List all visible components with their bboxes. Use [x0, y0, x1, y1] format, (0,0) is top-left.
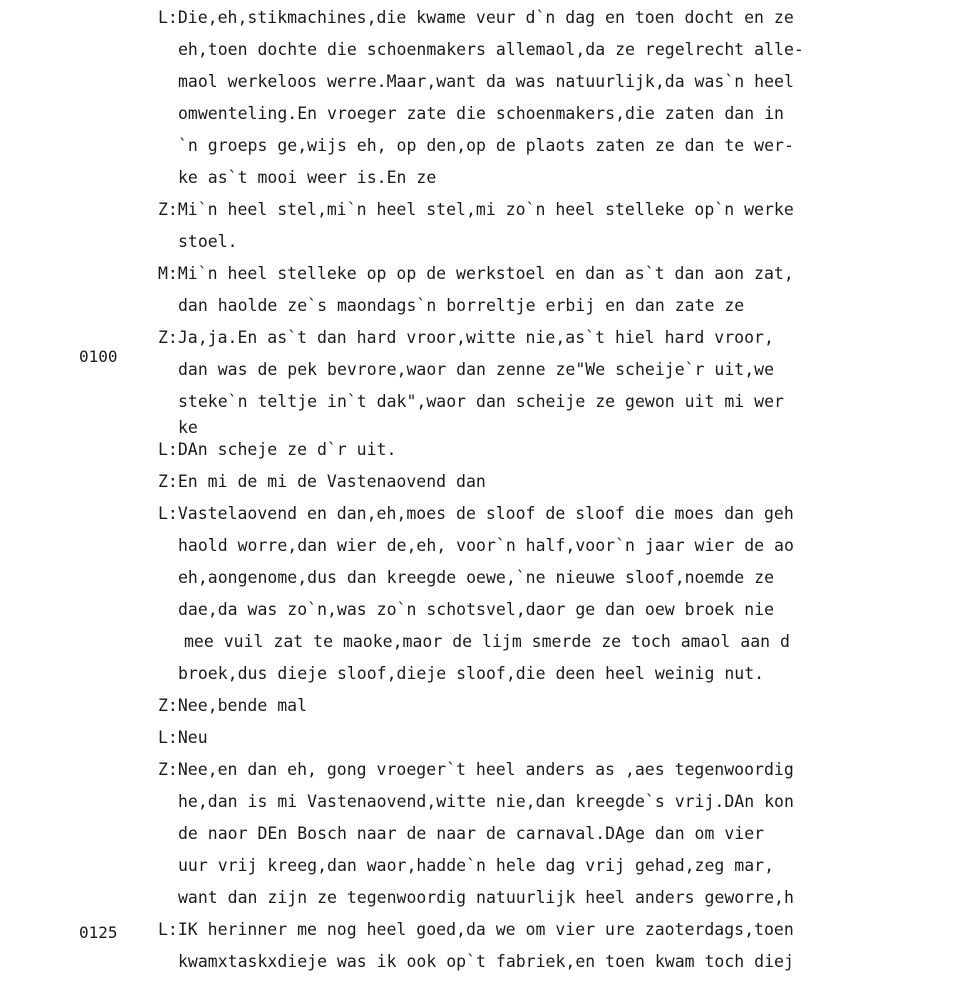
margin-number-0100: 0100 — [79, 347, 118, 366]
transcript-line: maol werkeloos werre.Maar,want da was natuurlijk,da was`n heel — [178, 72, 794, 91]
transcript-line: Z:Ja,ja.En as`t dan hard vroor,witte nie,as`t hiel hard vroor, — [158, 328, 774, 347]
transcript-line: he,dan is mi Vastenaovend,witte nie,dan kreegde`s vrij.DAn kon — [178, 792, 794, 811]
transcript-line: stoel. — [178, 232, 238, 251]
transcript-line: L:Die,eh,stikmachines,die kwame veur d`n dag en toen docht en ze — [158, 8, 794, 27]
transcript-line: dan haolde ze`s maondags`n borreltje erbij en dan zate ze — [178, 296, 745, 315]
transcript-line: steke`n teltje in`t dak",waor dan scheije ze gewon uit mi wer — [178, 392, 784, 411]
transcript-line: M:Mi`n heel stelleke op op de werkstoel en dan as`t dan aon zat, — [158, 264, 794, 283]
transcript-line: dae,da was zo`n,was zo`n schotsvel,daor ge dan oew broek nie — [178, 600, 775, 619]
transcript-line: mee vuil zat te maoke,maor de lijm smerde ze toch amaol aan d — [184, 632, 790, 651]
transcript-line: de naor DEn Bosch naar de naar de carnaval.DAge dan om vier — [178, 824, 765, 843]
transcript-line: ke — [178, 418, 198, 437]
transcript-line: dan was de pek bevrore,waor dan zenne ze"We scheije`r uit,we — [178, 360, 775, 379]
transcript-line: L:DAn scheje ze d`r uit. — [158, 440, 397, 459]
transcript-line: Z:Nee,en dan eh, gong vroeger`t heel anders as ,aes tegenwoordig — [158, 760, 794, 779]
transcript-line: Z:Nee,bende mal — [158, 696, 308, 715]
transcript-line: L:Neu — [158, 728, 208, 747]
transcript-line: `n groeps ge,wijs eh, op den,op de plaots zaten ze dan te wer- — [178, 136, 794, 155]
transcript-line: omwenteling.En vroeger zate die schoenmakers,die zaten dan in — [178, 104, 784, 123]
transcript-line: want dan zijn ze tegenwoordig natuurlijk heel anders geworre,h — [178, 888, 794, 907]
transcript-line: L:Vastelaovend en dan,eh,moes de sloof de sloof die moes dan geh — [158, 504, 794, 523]
transcript-line: Z:Mi`n heel stel,mi`n heel stel,mi zo`n heel stelleke op`n werke — [158, 200, 794, 219]
transcript-line: eh,toen dochte die schoenmakers allemaol,da ze regelrecht alle- — [178, 40, 804, 59]
transcript-line: L:IK herinner me nog heel goed,da we om vier ure zaoterdags,toen — [158, 920, 794, 939]
transcript-line: uur vrij kreeg,dan waor,hadde`n hele dag vrij gehad,zeg mar, — [178, 856, 775, 875]
transcript-line: broek,dus dieje sloof,dieje sloof,die deen heel weinig nut. — [178, 664, 765, 683]
transcript-line: eh,aongenome,dus dan kreegde oewe,`ne nieuwe sloof,noemde ze — [178, 568, 775, 587]
margin-number-0125: 0125 — [79, 923, 118, 942]
transcript-line: haold worre,dan wier de,eh, voor`n half,voor`n jaar wier de ao — [178, 536, 794, 555]
transcript-line: Z:En mi de mi de Vastenaovend dan — [158, 472, 486, 491]
transcript-line: ke as`t mooi weer is.En ze — [178, 168, 437, 187]
transcript-line: kwamxtaskxdieje was ik ook op`t fabriek,en toen kwam toch diej — [178, 952, 794, 971]
